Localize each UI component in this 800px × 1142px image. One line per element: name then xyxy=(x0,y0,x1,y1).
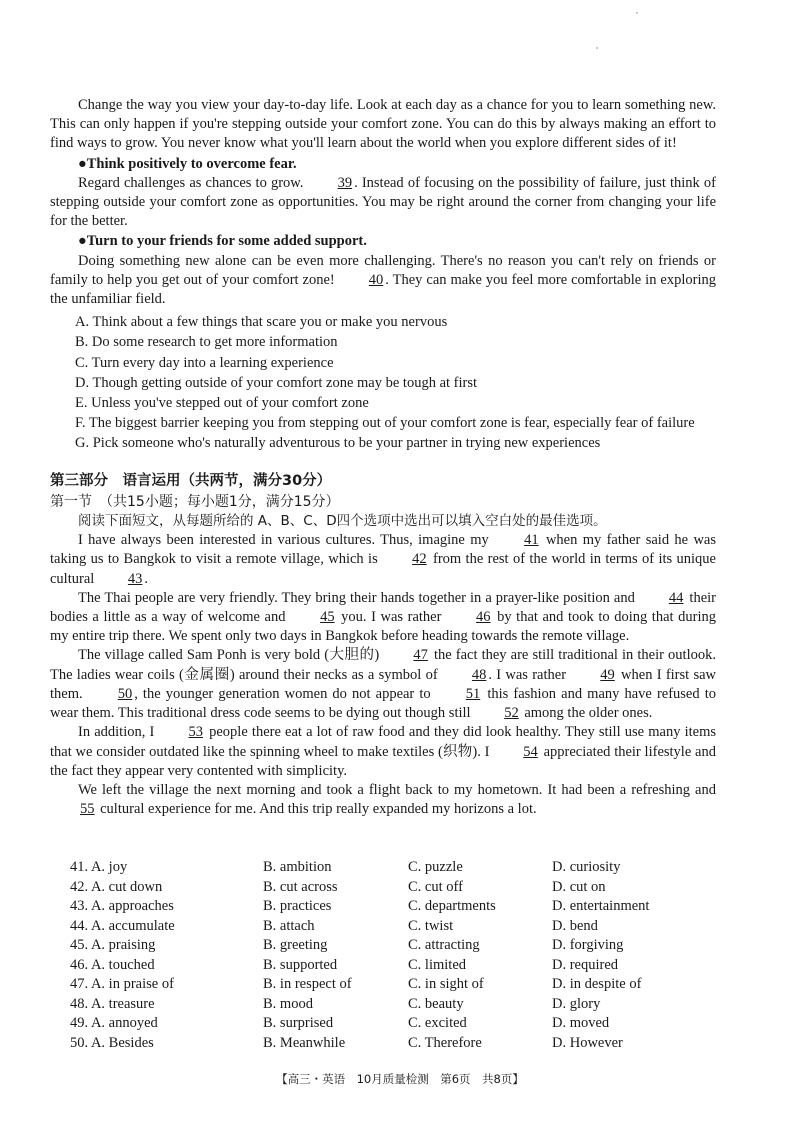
scan-speck xyxy=(596,47,598,49)
choice-d: D. cut on xyxy=(552,878,606,895)
option-b: B. Do some research to get more information xyxy=(75,334,338,351)
choice-c: C. excited xyxy=(408,1015,467,1031)
passage-paragraph: Doing something new alone can be even more challenging. There's no reason you can't rely on friends or family to help you get out of your comfort zone! 40 . They can make you feel more comfortable in exploring the unfamiliar field. xyxy=(50,252,717,308)
choice-row xyxy=(70,1035,710,1055)
choice-c: C. beauty xyxy=(408,995,464,1012)
option-e: E. Unless you've stepped out of your comfort zone xyxy=(75,395,369,412)
option-g: G. Pick someone who's naturally adventurous to be your partner in trying new experiences xyxy=(75,435,601,452)
choice-c: C. limited xyxy=(408,956,466,973)
cloze-paragraph: In addition, I 53 people there eat a lot of raw food and they did look healthy. They still use many items that we consider outdated like the spinning wheel to make textiles (织物). I 54 appreciated their lifestyle and the fact they appear very contented with simplicity. xyxy=(50,724,716,779)
choice-c: C. puzzle xyxy=(408,859,463,875)
choice-d: D. moved xyxy=(552,1015,610,1031)
section1-title: 第一节 （共15小题；每小题1分，满分15分） xyxy=(50,493,340,510)
choice-d: D. in despite of xyxy=(552,976,642,992)
choice-a: 44. A. accumulate xyxy=(70,917,175,934)
option-a: A. Think about a few things that scare you or make you nervous xyxy=(75,314,448,331)
choice-a: 43. A. approaches xyxy=(70,898,174,914)
choice-row xyxy=(70,918,710,938)
choice-b: B. in respect of xyxy=(263,976,352,992)
blank-49: 49 xyxy=(600,666,615,683)
option-c: C. Turn every day into a learning experience xyxy=(75,354,334,371)
cloze-paragraph: The Thai people are very friendly. They bring their hands together in a prayer-like position and 44 their bodies a little as a way of welcome and 45 you. I was rather 46 by that and took to doing that during my entire trip there. We spent only two days in Bangkok before heading towards the remote village. xyxy=(50,589,716,645)
blank-48: 48 xyxy=(471,666,487,683)
choice-d: D. bend xyxy=(552,917,598,934)
choice-b: B. Meanwhile xyxy=(263,1034,346,1051)
choice-row xyxy=(70,976,710,996)
blank-45: 45 xyxy=(320,609,335,626)
blank-47: 47 xyxy=(413,647,428,664)
part3-title: 第三部分 语言运用（共两节，满分30分） xyxy=(50,472,332,489)
page-content xyxy=(50,96,716,819)
blank-41: 41 xyxy=(524,532,539,549)
passage-paragraph: Regard challenges as chances to grow. 39 . Instead of focusing on the possibility of failure, just think of stepping outside your comfort zone as opportunities. You may be right around the corner from changing your life for the better. xyxy=(50,174,716,230)
choice-d: D. forgiving xyxy=(552,937,624,953)
answer-choices-table xyxy=(70,859,710,1054)
blank-46: 46 xyxy=(476,609,491,626)
choice-a: 48. A. treasure xyxy=(70,995,155,1012)
choice-d: D. curiosity xyxy=(552,859,621,875)
blank-44: 44 xyxy=(668,589,684,606)
cloze-paragraph: I have always been interested in various cultures. Thus, imagine my 41 when my father said he was taking us to Bangkok to visit a remote village, which is 42 from the rest of the world in terms of its unique cultural 43 . xyxy=(50,531,716,589)
choice-b: B. mood xyxy=(263,995,313,1012)
blank-51: 51 xyxy=(465,685,481,702)
choice-a: 42. A. cut down xyxy=(70,878,163,895)
blank-43: 43 xyxy=(127,570,143,587)
option-d: D. Though getting outside of your comfort zone may be tough at first xyxy=(75,374,478,391)
cloze-paragraph: The village called Sam Ponh is very bold (大胆的) 47 the fact they are still traditional in their outlook. The ladies wear coils (金属圈) around their necks as a symbol of 48 . I was rather 49 when I first saw them. 50 , the younger generation women do not appear to 51 this fashion and many have refused to wear them. This traditional dress code seems to be dying out though still 52 among the older ones. xyxy=(50,646,716,723)
blank-52: 52 xyxy=(504,705,519,722)
choice-row xyxy=(70,996,710,1016)
choice-b: B. surprised xyxy=(263,1015,334,1031)
blank-53: 53 xyxy=(188,724,203,741)
choice-row xyxy=(70,859,710,879)
choice-b: B. practices xyxy=(263,898,332,914)
blank-55: 55 xyxy=(80,801,95,818)
choice-c: C. twist xyxy=(408,917,454,934)
option-f: F. The biggest barrier keeping you from stepping out of your comfort zone is fear, especially fear of failure xyxy=(75,415,695,432)
choice-row xyxy=(70,898,710,918)
choice-c: C. Therefore xyxy=(408,1034,482,1051)
blank-39: 39 xyxy=(337,174,353,191)
choice-a: 49. A. annoyed xyxy=(70,1015,158,1031)
page-footer: 【高三・英语 10月质量检测 第6页 共8页】 xyxy=(276,1072,524,1086)
choice-row xyxy=(70,879,710,899)
instruction: 阅读下面短文，从每题所给的 A、B、C、D四个选项中选出可以填入空白处的最佳选项。 xyxy=(78,513,607,530)
subheading: ●Think positively to overcome fear. xyxy=(78,155,297,172)
choice-row xyxy=(70,937,710,957)
choice-c: C. attracting xyxy=(408,937,480,953)
choice-row xyxy=(70,1015,710,1035)
choice-d: D. However xyxy=(552,1034,623,1051)
choice-b: B. attach xyxy=(263,917,315,934)
cloze-paragraph: We left the village the next morning and took a flight back to my hometown. It had been a refreshing and 55 cultural experience for me. And this trip really expanded my horizons a lot. xyxy=(50,781,716,819)
choice-b: B. greeting xyxy=(263,937,328,953)
blank-50: 50 xyxy=(117,685,133,702)
choice-a: 50. A. Besides xyxy=(70,1034,154,1051)
choice-a: 41. A. joy xyxy=(70,859,128,875)
choice-c: C. in sight of xyxy=(408,976,484,992)
choice-c: C. departments xyxy=(408,898,496,914)
choice-a: 46. A. touched xyxy=(70,956,155,973)
choice-row xyxy=(70,957,710,977)
blank-42: 42 xyxy=(412,551,427,568)
blank-40: 40 xyxy=(368,271,384,288)
seven-choice-options xyxy=(50,313,716,453)
blank-54: 54 xyxy=(523,743,538,760)
scan-speck xyxy=(636,12,638,14)
passage-paragraph: Change the way you view your day-to-day life. Look at each day as a chance for you to learn something new. This can only happen if you're stepping outside your comfort zone. You can do this by always making an effort to find ways to grow. You never know what you'll learn about the world when you explore different sides of it! xyxy=(50,97,716,152)
choice-b: B. cut across xyxy=(263,878,338,895)
choice-c: C. cut off xyxy=(408,878,463,895)
choice-d: D. glory xyxy=(552,995,601,1012)
choice-d: D. entertainment xyxy=(552,898,650,914)
choice-d: D. required xyxy=(552,956,619,973)
choice-b: B. ambition xyxy=(263,859,332,875)
choice-b: B. supported xyxy=(263,956,338,973)
choice-a: 47. A. in praise of xyxy=(70,976,174,992)
subheading: ●Turn to your friends for some added support. xyxy=(78,233,367,250)
choice-a: 45. A. praising xyxy=(70,937,156,953)
